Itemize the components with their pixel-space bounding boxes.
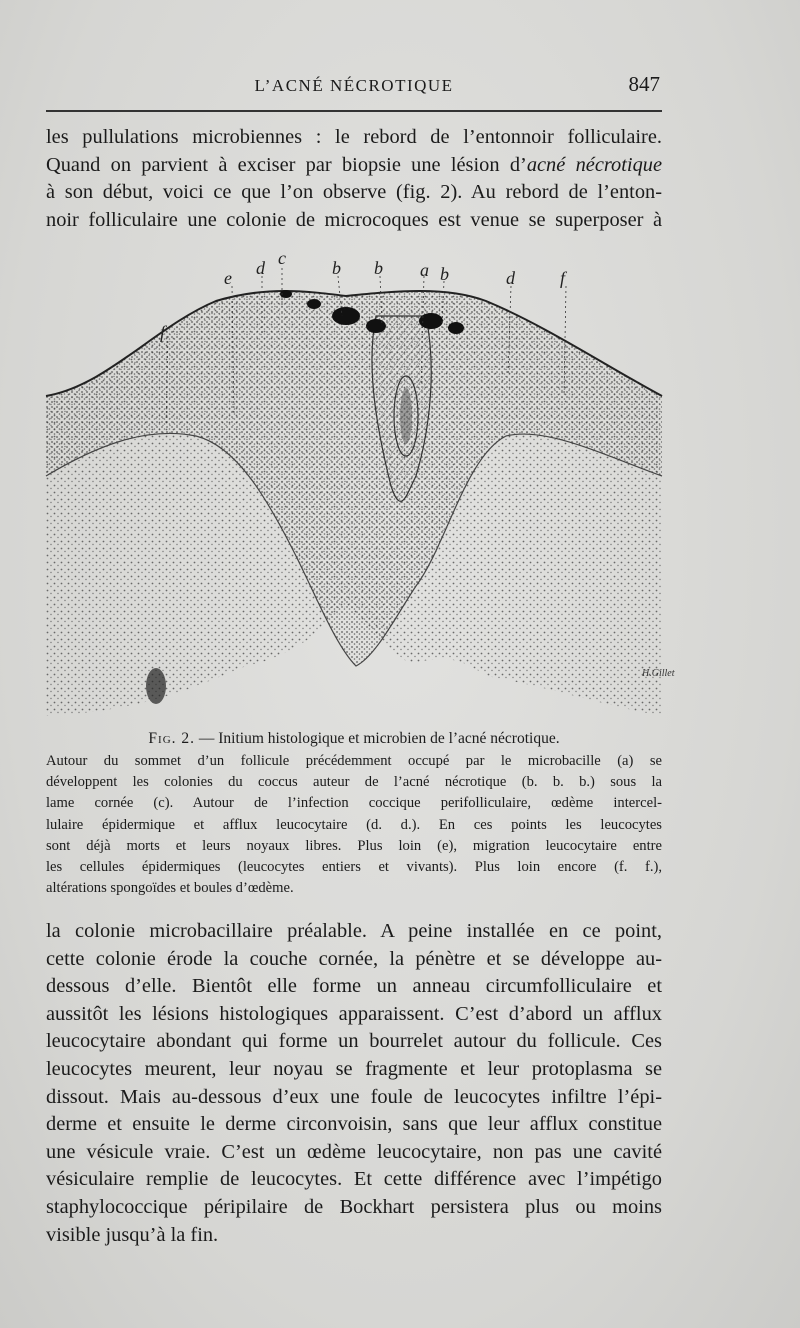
text-line: aussitôt les lésions histologiques apparaissent. C’est d’abord un afflux [46, 1002, 662, 1025]
caption-line: développent les colonies du coccus auteur de l’acné nécrotique (b. b. b.) sous la [46, 774, 662, 791]
italic-term: acné nécrotique [526, 153, 663, 176]
figure-label: f [160, 322, 166, 342]
caption-line: lame cornée (c). Autour de l’infection coccique perifolliculaire, œdème intercel- [46, 795, 662, 812]
paragraph-bottom [46, 918, 662, 1249]
figure-label: b [374, 258, 383, 278]
caption-line: lulaire épidermique et afflux leucocytaire (d. d.). En ces points les leucocytes [46, 816, 662, 833]
figure-label: c [278, 248, 286, 268]
text-line: derme et ensuite le derme circonvoisin, sans que leur afflux constitue [46, 1113, 662, 1136]
text-line: une vésicule vraie. C’est un œdème leucocytaire, non pas une cavité [46, 1140, 662, 1163]
running-title: L’ACNÉ NÉCROTIQUE [254, 76, 454, 95]
hair-core [400, 388, 412, 444]
text-line [46, 152, 662, 180]
figure-label: b [440, 264, 449, 284]
figure-label: d [506, 268, 515, 288]
figure-caption-title [46, 730, 662, 748]
figure-caption-body [46, 751, 662, 899]
page-header [48, 72, 660, 102]
page-number: 847 [628, 72, 660, 96]
caption-line: sont déjà morts et leurs noyaux libres. Plus loin (e), migration leucocytaire entre [46, 837, 662, 854]
text-line: leucocytaire abondant qui forme un bourrelet autour du follicule. Ces [46, 1030, 662, 1053]
caption-line: les cellules épidermiques (leucocytes entiers et vivants). Plus loin encore (f. f.), [46, 859, 662, 876]
histology-figure [46, 246, 675, 726]
figure-label: d [256, 258, 265, 278]
header-rule [46, 110, 662, 112]
text-line: cette colonie érode la couche cornée, la pénètre et se développe au- [46, 947, 662, 970]
text-line: visible jusqu’à la fin. [46, 1223, 219, 1246]
histology-illustration [46, 246, 675, 726]
figure-number: Fig. 2. [148, 730, 196, 747]
text-line: vésiculaire remplie de leucocytes. Et cette différence avec l’impétigo [46, 1168, 662, 1191]
figure-title: — Initium histologique et microbien de l’acné nécrotique. [195, 730, 560, 747]
artist-signature: H.Gillet [642, 668, 675, 679]
figure-label: e [224, 268, 232, 288]
figure-label: f [560, 268, 566, 288]
text-fragment: Quand on parvient à exciser par biopsie une lésion d’ [46, 153, 527, 176]
figure-label: b [332, 258, 341, 278]
text-line: leucocytes meurent, leur noyau se fragmente et leur protoplasma se [46, 1057, 662, 1080]
caption-line: altérations spongoïdes et boules d’œdème. [46, 880, 294, 897]
oedema-ball [146, 668, 166, 704]
text-line: la colonie microbacillaire préalable. A peine installée en ce point, [46, 920, 662, 942]
text-line: les pullulations microbiennes : le rebord de l’entonnoir folliculaire. [46, 126, 662, 148]
paragraph-top [46, 124, 662, 234]
text-line: noir folliculaire une colonie de microcoques est venue se superposer à [46, 208, 662, 231]
figure-label: a [420, 260, 429, 280]
text-line: dessous d’elle. Bientôt elle forme un anneau circumfolliculaire et [46, 975, 662, 998]
text-line: dissout. Mais au-dessous d’eux une foule de leucocytes infiltre l’épi- [46, 1085, 662, 1108]
caption-line: Autour du sommet d’un follicule précédemment occupé par le microbacille (a) se [46, 753, 662, 769]
text-line: à son début, voici ce que l’on observe (fig. 2). Au rebord de l’enton- [46, 181, 662, 204]
text-line: staphylococcique péripilaire de Bockhart persistera plus ou moins [46, 1195, 662, 1218]
